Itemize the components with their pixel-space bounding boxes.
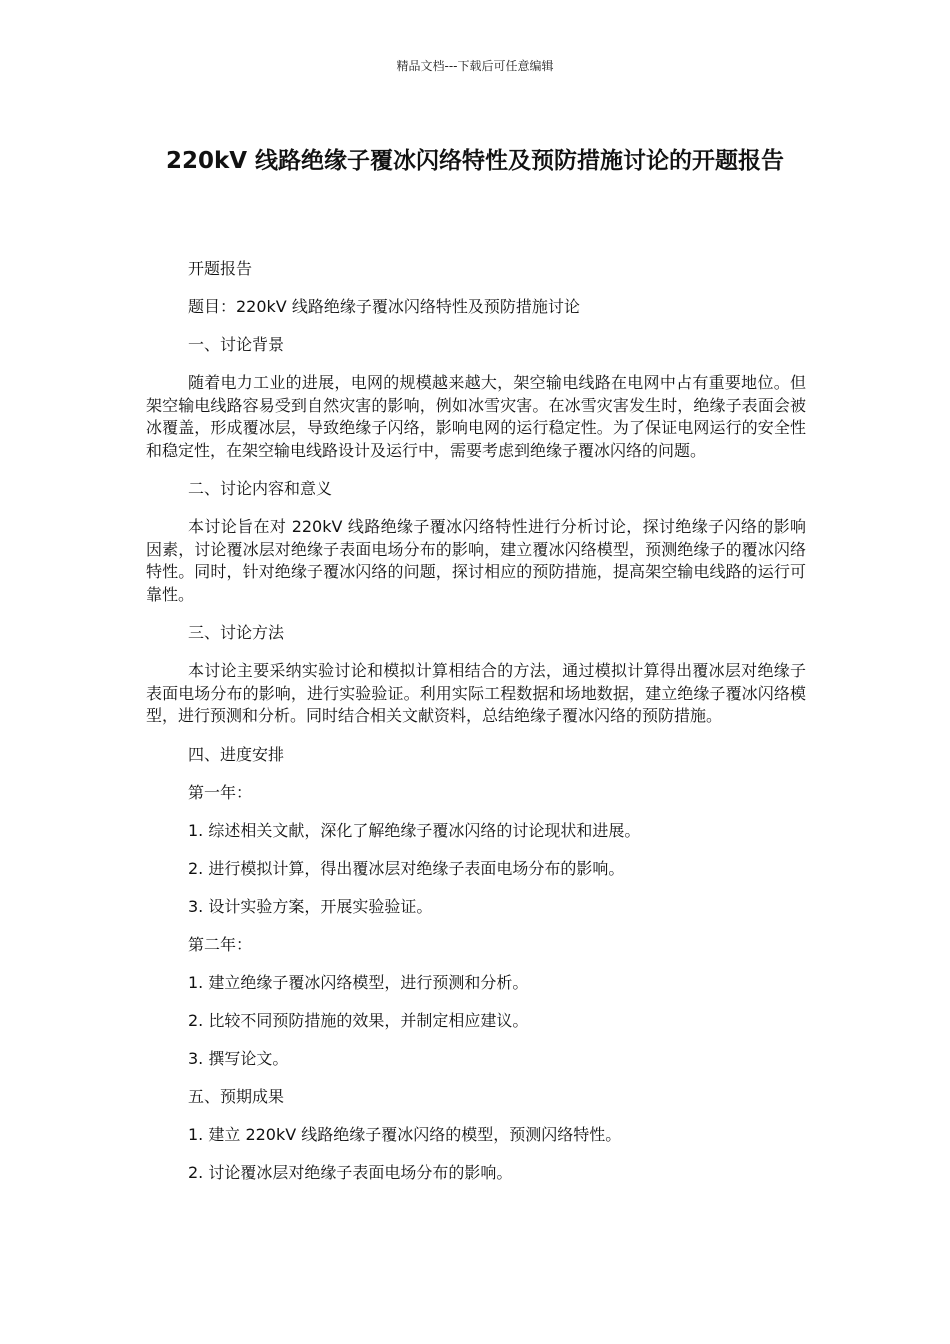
list-item: 2. 进行模拟计算，得出覆冰层对绝缘子表面电场分布的影响。: [188, 858, 625, 878]
section-heading-schedule: 四、进度安排: [188, 744, 285, 764]
page-header: 精品文档---下载后可任意编辑: [396, 59, 554, 73]
section-heading-method: 三、讨论方法: [188, 623, 285, 642]
list-item: 1. 建立绝缘子覆冰闪络模型，进行预测和分析。: [188, 972, 529, 992]
document-title: 220kV 线路绝缘子覆冰闪络特性及预防措施讨论的开题报告: [165, 148, 785, 174]
document-body: [146, 258, 806, 1200]
section-paragraph-content: 本讨论旨在对 220kV 线路绝缘子覆冰闪络特性进行分析讨论，探讨绝缘子闪络的影响因素，讨论覆冰层对绝缘子表面电场分布的影响，建立覆冰闪络模型，预测绝缘子的覆冰闪络特性。同时，针对绝缘子覆冰闪络的问题，探讨相应的预防措施，提高架空输电线路的运行可靠性。: [146, 517, 806, 604]
list-item: 2. 比较不同预防措施的效果，并制定相应建议。: [188, 1010, 529, 1030]
section-heading-background: 一、讨论背景: [188, 335, 285, 354]
year-one-label: 第一年：: [188, 782, 253, 802]
list-item: 1. 建立 220kV 线路绝缘子覆冰闪络的模型，预测闪络特性。: [188, 1124, 622, 1144]
report-label: 开题报告: [188, 259, 253, 278]
section-heading-results: 五、预期成果: [188, 1086, 285, 1106]
list-item: 2. 讨论覆冰层对绝缘子表面电场分布的影响。: [188, 1162, 513, 1182]
list-item: 3. 撰写论文。: [188, 1048, 289, 1068]
list-item: 1. 综述相关文献，深化了解绝缘子覆冰闪络的讨论现状和进展。: [188, 820, 641, 840]
list-item: 3. 设计实验方案，开展实验验证。: [188, 896, 433, 916]
year-two-label: 第二年：: [188, 934, 253, 954]
section-paragraph-background: 随着电力工业的进展，电网的规模越来越大，架空输电线路在电网中占有重要地位。但架空输电线路容易受到自然灾害的影响，例如冰雪灾害。在冰雪灾害发生时，绝缘子表面会被冰覆盖，形成覆冰层，导致绝缘子闪络，影响电网的运行稳定性。为了保证电网运行的安全性和稳定性，在架空输电线路设计及运行中，需要考虑到绝缘子覆冰闪络的问题。: [146, 373, 806, 460]
report-topic: 题目：220kV 线路绝缘子覆冰闪络特性及预防措施讨论: [188, 297, 580, 316]
section-paragraph-method: 本讨论主要采纳实验讨论和模拟计算相结合的方法，通过模拟计算得出覆冰层对绝缘子表面电场分布的影响，进行实验验证。利用实际工程数据和场地数据，建立绝缘子覆冰闪络模型，进行预测和分析。同时结合相关文献资料，总结绝缘子覆冰闪络的预防措施。: [146, 661, 806, 725]
section-heading-content: 二、讨论内容和意义: [188, 479, 333, 498]
